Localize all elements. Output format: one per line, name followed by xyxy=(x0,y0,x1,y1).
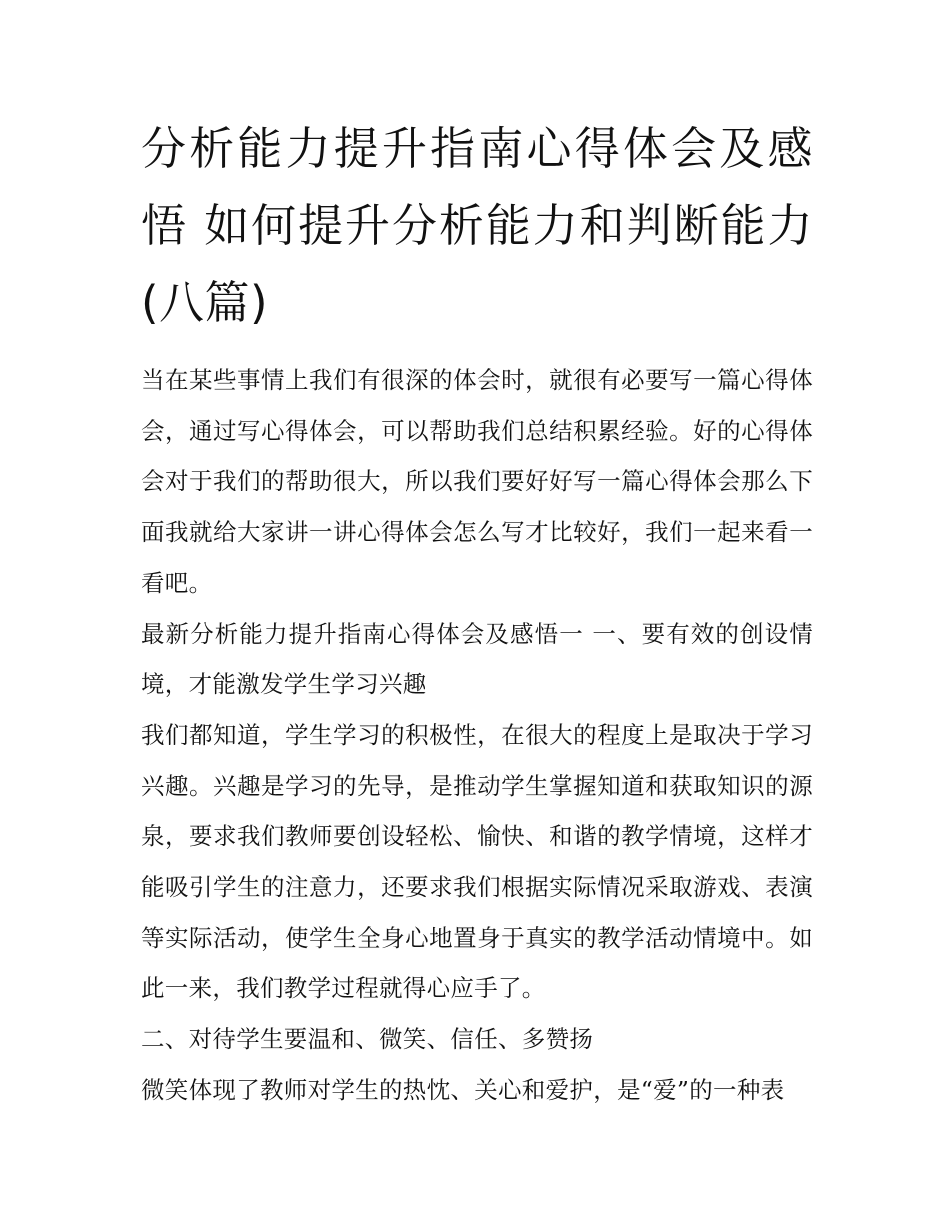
document-body xyxy=(141,355,813,1116)
paragraph-section-two-heading: 二、对待学生要温和、微笑、信任、多赞扬 xyxy=(141,1025,594,1054)
paragraph-section-one-heading: 最新分析能力提升指南心得体会及感悟一 一、要有效的创设情境，才能激发学生学习兴趣 xyxy=(141,619,813,699)
document-page xyxy=(141,110,813,1116)
paragraph-section-one-body: 我们都知道，学生学习的积极性，在很大的程度上是取决于学习兴趣。兴趣是学习的先导，是推动学生掌握知道和获取知识的源泉，要求我们教师要创设轻松、愉快、和谐的教学情境，这样才能吸引学生的注意力，还要求我们根据实际情况采取游戏、表演等实际活动，使学生全身心地置身于真实的教学活动情境中。如此一来，我们教学过程就得心应手了。 xyxy=(141,720,813,1003)
document-title: 分析能力提升指南心得体会及感悟 如何提升分析能力和判断能力(八篇) xyxy=(141,122,813,329)
paragraph-section-two-body: 微笑体现了教师对学生的热忱、关心和爱护，是“爱”的一种表 xyxy=(141,1075,785,1104)
paragraph-intro: 当在某些事情上我们有很深的体会时，就很有必要写一篇心得体会，通过写心得体会，可以帮助我们总结积累经验。好的心得体会对于我们的帮助很大，所以我们要好好写一篇心得体会那么下面我就给大家讲一讲心得体会怎么写才比较好，我们一起来看一看吧。 xyxy=(141,366,813,597)
